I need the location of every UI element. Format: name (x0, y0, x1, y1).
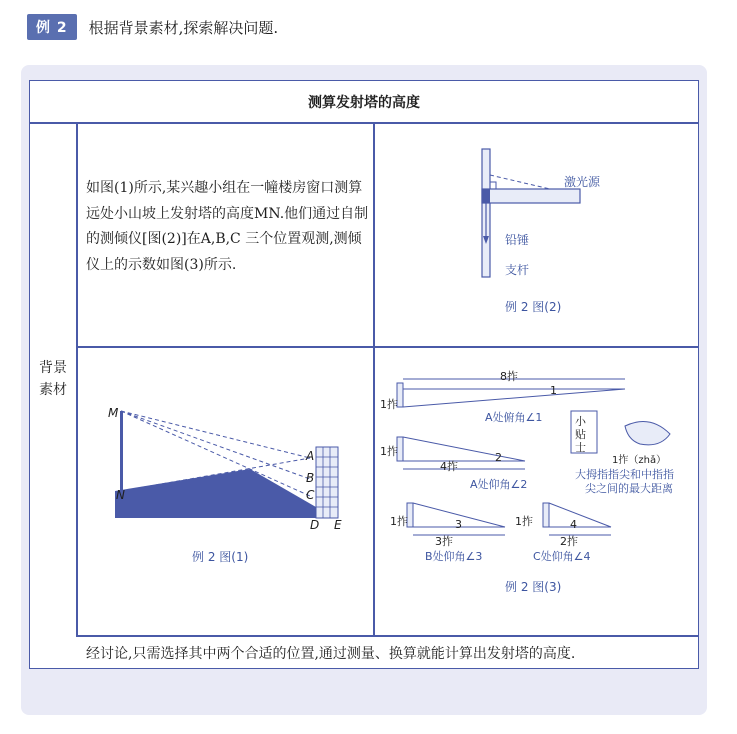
example-prompt: 根据背景素材,探索解决问题. (88, 18, 279, 37)
fig3-zha1b: 1拃 (380, 445, 398, 458)
fig3-three: 3 (455, 518, 462, 531)
fig2-inclinometer (460, 141, 660, 291)
side-label-line1: 背景 (39, 359, 67, 376)
fig3-angle-a2: A处仰角∠2 (470, 478, 528, 491)
fig1-label-a: A (306, 449, 315, 463)
divider-row (76, 346, 698, 348)
fig3-tip-3: 士 (575, 441, 586, 454)
fig3-zha8: 8拃 (500, 370, 518, 383)
fig3-zha4: 4拃 (440, 460, 458, 473)
fig2-caption: 例 2 图(2) (505, 300, 562, 314)
fig3-zha-def-3: 尖之间的最大距离 (585, 482, 673, 495)
fig1-scene (90, 391, 370, 541)
fig3-four: 4 (570, 518, 577, 531)
fig3-tip-1: 小 (575, 415, 586, 428)
intro-text: 如图(1)所示,某兴趣小组在一幢楼房窗口测算远处小山坡上发射塔的高度MN.他们通过自制的测倾仪[图(2)]在A,B,C 三个位置观测,测倾仪上的示数如图(3)所示. (86, 180, 369, 273)
fig3-two: 2 (495, 451, 502, 464)
example-badge: 例 2 (27, 14, 77, 40)
divider-side (76, 122, 78, 635)
fig3-one: 1 (550, 384, 557, 397)
fig2-laser-label: 激光源 (564, 175, 601, 189)
fig3-angle-c: C处仰角∠4 (533, 550, 591, 563)
fig3-tip-2: 贴 (575, 428, 586, 441)
fig3-zha1d: 1拃 (515, 515, 533, 528)
example-header (27, 14, 278, 40)
fig3-zha1c: 1拃 (390, 515, 408, 528)
fig1-label-m: M (108, 406, 119, 420)
fig3-caption: 例 2 图(3) (505, 580, 562, 594)
fig3-zha-def-2: 大拇指指尖和中指指 (575, 468, 674, 481)
fig1-label-n: N (116, 488, 125, 502)
table-title: 测算发射塔的高度 (308, 94, 420, 111)
side-label-line2: 素材 (39, 381, 67, 398)
material-table (29, 80, 699, 669)
fig3-zha1a: 1拃 (380, 398, 398, 411)
fig3-zha2: 2拃 (560, 535, 578, 548)
fig1-label-d: D (310, 518, 320, 532)
side-label (30, 122, 76, 635)
fig3-angle-a: A处俯角∠1 (485, 411, 543, 424)
footer-text: 经讨论,只需选择其中两个合适的位置,通过测量、换算就能计算出发射塔的高度. (86, 646, 576, 662)
fig3-zha-def-1: 1拃（zhǎ） (612, 455, 667, 466)
fig3-zha3: 3拃 (435, 535, 453, 548)
fig1-label-b: B (306, 471, 315, 485)
fig2-rod-label: 支杆 (505, 263, 530, 277)
fig1-label-c: C (306, 488, 315, 502)
fig3-angle-b: B处仰角∠3 (425, 550, 483, 563)
fig2-plumb-label: 铅锤 (505, 233, 530, 247)
fig1-caption: 例 2 图(1) (192, 550, 249, 564)
fig1-label-e: E (334, 518, 342, 532)
divider-title (30, 122, 698, 124)
